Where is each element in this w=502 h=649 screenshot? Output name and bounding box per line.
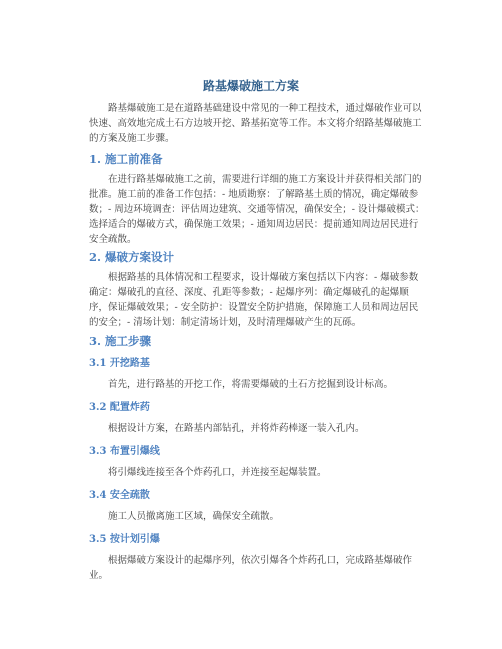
section-body-blast-design: 根据路基的具体情况和工程要求，设计爆破方案包括以下内容：- 爆破参数确定：爆破孔的直径、深度、孔距等参数；- 起爆序列：确定爆破孔的起爆顺序，保证爆破效果；- 安全防护：设置安全防护措施，保障施工人员和周边居民的安全；- 清场计划：制定清场计划，及时清理爆破产生的瓦砾。 — [89, 272, 419, 328]
subsection-body-detonation-wire: 将引爆线连接至各个炸药孔口，并连接至起爆装置。 — [108, 467, 327, 478]
document-title: 路基爆破施工方案 — [202, 79, 299, 93]
section-heading-blast-design: 2. 爆破方案设计 — [89, 250, 175, 264]
subsection-body-excavation: 首先，进行路基的开挖工作，将需要爆破的土石方挖掘到设计标高。 — [108, 379, 394, 390]
subsection-heading-explosives: 3.2 配置炸药 — [89, 402, 150, 413]
section-heading-preparation: 1. 施工前准备 — [89, 152, 163, 166]
subsection-heading-evacuation: 3.4 安全疏散 — [89, 490, 150, 501]
intro-paragraph: 路基爆破施工是在道路基础建设中常见的一种工程技术，通过爆破作业可以快速、高效地完成土石方边坡开挖、路基拓宽等工作。本文将介绍路基爆破施工的方案及施工步骤。 — [89, 103, 422, 144]
subsection-body-planned-detonation: 根据爆破方案设计的起爆序列，依次引爆各个炸药孔口，完成路基爆破作业。 — [89, 555, 413, 581]
subsection-heading-planned-detonation: 3.5 按计划引爆 — [89, 534, 160, 545]
subsection-body-evacuation: 施工人员撤离施工区域，确保安全疏散。 — [108, 511, 280, 522]
section-body-preparation: 在进行路基爆破施工之前，需要进行详细的施工方案设计并获得相关部门的批准。施工前的准备工作包括：- 地质勘察：了解路基土质的情况，确定爆破参数；- 周边环境调查：评估周边建筑、交通等情况，确保安全；- 设计爆破模式：选择适合的爆破方式，确保施工效果；- 通知周边居民：提前通知周边居民进行安全疏散。 — [89, 174, 425, 245]
subsection-heading-excavation: 3.1 开挖路基 — [89, 358, 150, 369]
section-heading-steps: 3. 施工步骤 — [89, 334, 152, 348]
subsection-heading-detonation-wire: 3.3 布置引爆线 — [89, 446, 160, 457]
subsection-body-explosives: 根据设计方案，在路基内部钻孔，并将炸药棒逐一装入孔内。 — [108, 423, 365, 434]
